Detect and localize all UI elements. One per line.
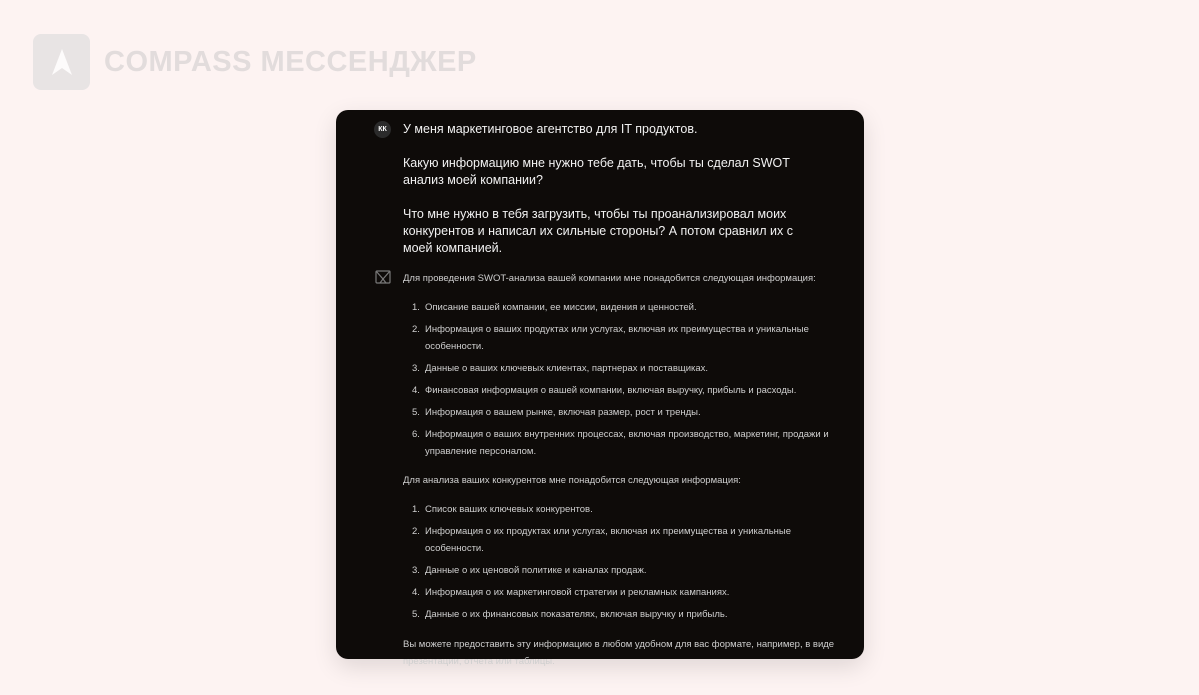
user-paragraph: Что мне нужно в тебя загрузить, чтобы ты проанализировал моих конкурентов и написал их сильные стороны? А потом сравнил их с моей компанией. (403, 207, 793, 255)
brand-name: COMPASS МЕССЕНДЖЕР (104, 45, 477, 78)
assistant-message-text (403, 270, 843, 670)
list-item: 5. Информация о вашем рынке, включая размер, рост и тренды. (412, 407, 701, 418)
list-item: 1. Описание вашей компании, ее миссии, видения и ценностей. (412, 302, 697, 313)
list-item: 2. Информация о их продуктах или услугах, включая их преимущества и уникальные особенности. (412, 526, 792, 554)
competitors-info-list (403, 501, 843, 623)
user-avatar: КК (374, 121, 391, 138)
competitors-intro: Для анализа ваших конкурентов мне понадобится следующая информация: (403, 475, 741, 486)
swot-info-list (403, 299, 843, 460)
user-paragraph: Какую информацию мне нужно тебе дать, чтобы ты сделал SWOT анализ моей компании? (403, 156, 790, 187)
assistant-logo-icon (375, 270, 391, 284)
compass-arrow-icon (33, 34, 90, 90)
assistant-intro: Для проведения SWOT-анализа вашей компании мне понадобится следующая информация: (403, 273, 816, 284)
list-item: 3. Данные о ваших ключевых клиентах, партнерах и поставщиках. (412, 363, 709, 374)
brand-header (33, 34, 477, 90)
list-item: 5. Данные о их финансовых показателях, включая выручку и прибыль. (412, 609, 728, 620)
assistant-closing: Вы можете предоставить эту информацию в любом удобном для вас формате, например, в виде презентации, отчета или таблицы. (403, 639, 835, 667)
list-item: 1. Список ваших ключевых конкурентов. (412, 504, 593, 515)
list-item: 3. Данные о их ценовой политике и каналах продаж. (412, 565, 647, 576)
user-message-text (403, 121, 823, 274)
list-item: 6. Информация о ваших внутренних процессах, включая производство, маркетинг, продажи и управление персоналом. (412, 429, 829, 457)
list-item: 2. Информация о ваших продуктах или услугах, включая их преимущества и уникальные особенности. (412, 324, 809, 352)
user-paragraph: У меня маркетинговое агентство для IT продуктов. (403, 122, 698, 136)
chat-window (336, 110, 864, 667)
list-item: 4. Информация о их маркетинговой стратегии и рекламных кампаниях. (412, 587, 730, 598)
list-item: 4. Финансовая информация о вашей компании, включая выручку, прибыль и расходы. (412, 385, 797, 396)
